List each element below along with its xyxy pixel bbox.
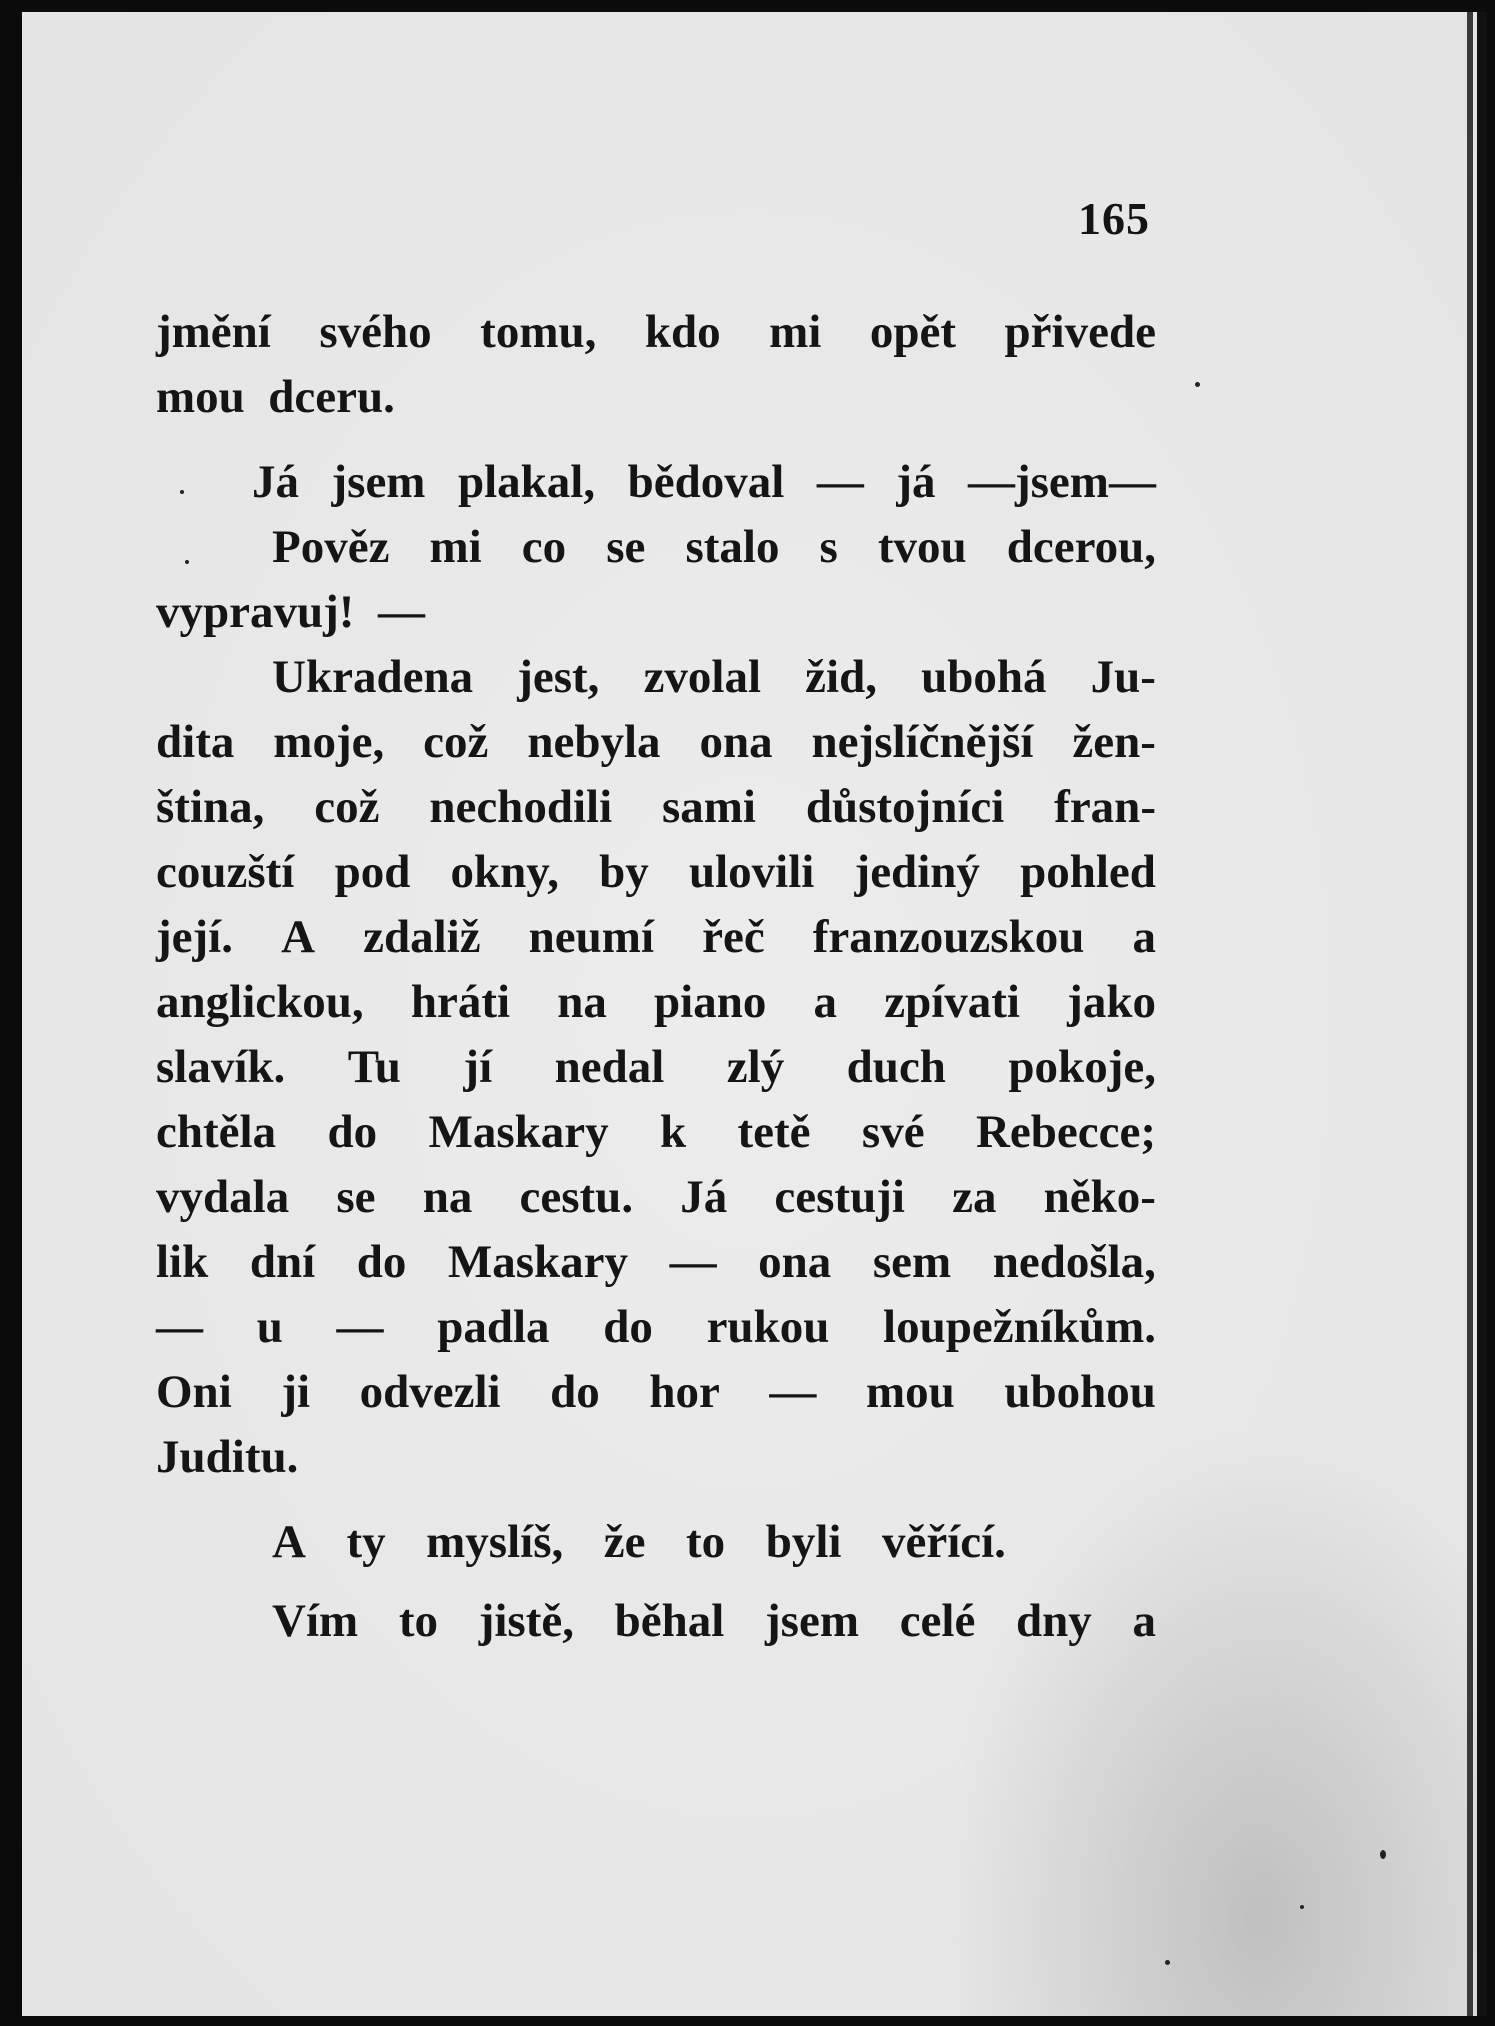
text-line xyxy=(156,905,1156,970)
word: jsem xyxy=(331,456,426,508)
word: ština, xyxy=(156,781,265,833)
word: — xyxy=(769,1366,817,1418)
text-line xyxy=(156,1230,1156,1295)
word: do xyxy=(327,1106,378,1158)
word: tomu, xyxy=(480,306,597,358)
word: do xyxy=(603,1301,653,1353)
word: žid, xyxy=(805,651,877,703)
paragraph-gap xyxy=(156,1575,1156,1589)
word: A xyxy=(281,911,316,963)
word: moje, xyxy=(273,716,385,768)
text-line xyxy=(156,645,1156,710)
word: své xyxy=(861,1106,925,1158)
word: ona xyxy=(758,1236,832,1288)
word: Maskary xyxy=(447,1236,629,1288)
word: ty xyxy=(346,1516,386,1568)
word: žen- xyxy=(1072,716,1156,768)
word: a xyxy=(1132,911,1156,963)
word: Ukradena xyxy=(272,651,474,703)
word: jí xyxy=(463,1041,493,1093)
word: to xyxy=(686,1516,726,1568)
word: zdaliž xyxy=(363,911,481,963)
word: svého xyxy=(319,306,432,358)
word: vydala xyxy=(156,1171,290,1223)
word: hráti xyxy=(410,976,511,1028)
word: stalo xyxy=(685,521,780,573)
word: jsem xyxy=(765,1595,859,1647)
text-line xyxy=(156,1165,1156,1230)
word: k xyxy=(660,1106,687,1158)
word: zpívati xyxy=(884,976,1020,1028)
word: Juditu. xyxy=(156,1431,299,1483)
word: — xyxy=(336,1301,384,1353)
word: dcerou, xyxy=(1006,521,1156,573)
word: padla xyxy=(437,1301,550,1353)
word: hor xyxy=(649,1366,720,1418)
word: odvezli xyxy=(359,1366,501,1418)
word: piano xyxy=(654,976,767,1028)
text-line xyxy=(156,970,1156,1035)
word: neumí xyxy=(528,911,655,963)
word: rukou xyxy=(706,1301,830,1353)
scan-speck xyxy=(1300,1905,1304,1909)
word: u xyxy=(256,1301,283,1353)
page-number: 165 xyxy=(1078,193,1150,244)
word: fran- xyxy=(1054,781,1156,833)
scan-speck xyxy=(185,560,189,564)
text-line xyxy=(156,515,1156,580)
page-edge xyxy=(1467,12,1473,2016)
word: sami xyxy=(661,781,756,833)
word: do xyxy=(356,1236,407,1288)
word: ubohou xyxy=(1004,1366,1156,1418)
word: kdo xyxy=(644,306,721,358)
word: dní xyxy=(249,1236,316,1288)
word: dita xyxy=(156,716,235,768)
body-text xyxy=(156,300,1156,1654)
word: — xyxy=(816,456,864,508)
text-line xyxy=(156,1360,1156,1425)
word: slavík. xyxy=(156,1041,286,1093)
word: do xyxy=(550,1366,600,1418)
word: — xyxy=(156,1301,203,1353)
word: nebyla xyxy=(527,716,661,768)
word: Tu xyxy=(347,1041,401,1093)
text-line xyxy=(156,1510,1156,1575)
word: sem xyxy=(872,1236,952,1288)
text-line xyxy=(156,1295,1156,1360)
word: byli xyxy=(765,1516,842,1568)
text-line xyxy=(156,710,1156,775)
text-line xyxy=(156,450,1156,515)
word: něko- xyxy=(1043,1171,1156,1223)
word: ubohá xyxy=(921,651,1047,703)
word: duch xyxy=(846,1041,946,1093)
text-line xyxy=(156,1035,1156,1100)
word: A xyxy=(272,1516,306,1568)
scan-speck xyxy=(1165,1960,1170,1965)
word: její. xyxy=(156,911,233,963)
word: přivede xyxy=(1004,306,1156,358)
word: couzští xyxy=(156,846,295,898)
word: to xyxy=(398,1595,438,1647)
word: — xyxy=(377,586,425,638)
word: Já xyxy=(252,456,299,508)
word: s xyxy=(819,521,838,573)
word: věřící. xyxy=(881,1516,1006,1568)
text-line xyxy=(156,365,1156,430)
word: nedošla, xyxy=(992,1236,1156,1288)
word: nejslíčnější xyxy=(811,716,1034,768)
text-line xyxy=(156,840,1156,905)
word: Rebecce; xyxy=(975,1106,1156,1158)
word: bědoval xyxy=(627,456,785,508)
word: pohled xyxy=(1020,846,1156,898)
word: důstojníci xyxy=(805,781,1005,833)
word: chtěla xyxy=(156,1106,277,1158)
word: tvou xyxy=(877,521,967,573)
text-line xyxy=(156,775,1156,840)
word: pod xyxy=(334,846,411,898)
word: jediný xyxy=(854,846,980,898)
word: okny, xyxy=(450,846,559,898)
scan-speck xyxy=(1380,1850,1386,1859)
word: řeč xyxy=(702,911,765,963)
word: což xyxy=(423,716,489,768)
word: mou xyxy=(865,1366,955,1418)
word: plakal, xyxy=(457,456,596,508)
word: že xyxy=(603,1516,646,1568)
word: ona xyxy=(699,716,773,768)
word: ulovili xyxy=(688,846,815,898)
word: Pověz xyxy=(272,521,390,573)
text-line xyxy=(156,1100,1156,1165)
word: zlý xyxy=(726,1041,785,1093)
word: nechodili xyxy=(429,781,613,833)
word: Vím xyxy=(272,1595,359,1647)
word: myslíš, xyxy=(426,1516,564,1568)
paragraph-gap xyxy=(156,1490,1156,1510)
word: a xyxy=(1132,1595,1156,1647)
word: opět xyxy=(869,306,957,358)
word: cestuji xyxy=(774,1171,905,1223)
word: Já xyxy=(680,1171,728,1223)
word: zvolal xyxy=(643,651,762,703)
word: běhal xyxy=(614,1595,725,1647)
word: — xyxy=(669,1236,717,1288)
text-line xyxy=(156,1589,1156,1654)
word: anglickou, xyxy=(156,976,364,1028)
word: mou xyxy=(156,371,245,423)
word: se xyxy=(606,521,646,573)
word: nedal xyxy=(554,1041,665,1093)
word: —jsem— xyxy=(967,456,1156,508)
word: jako xyxy=(1067,976,1156,1028)
word: jistě, xyxy=(478,1595,574,1647)
word: cestu. xyxy=(519,1171,634,1223)
word: Maskary xyxy=(428,1106,609,1158)
word: ji xyxy=(281,1366,311,1418)
word: na xyxy=(422,1171,473,1223)
word: mi xyxy=(429,521,482,573)
word: dny xyxy=(1016,1595,1092,1647)
scan-speck xyxy=(1195,382,1200,387)
word: tetě xyxy=(737,1106,811,1158)
word: mi xyxy=(769,306,822,358)
word: a xyxy=(813,976,838,1028)
word: jmění xyxy=(156,306,271,358)
text-line xyxy=(156,300,1156,365)
word: celé xyxy=(899,1595,976,1647)
word: já xyxy=(896,456,936,508)
word: jest, xyxy=(517,651,600,703)
word: lik xyxy=(156,1236,209,1288)
word: se xyxy=(336,1171,376,1223)
word: Oni xyxy=(156,1366,232,1418)
word: Ju- xyxy=(1090,651,1156,703)
paragraph-gap xyxy=(156,430,1156,450)
word: dceru. xyxy=(268,371,395,423)
word: na xyxy=(557,976,607,1028)
text-line xyxy=(156,1425,1156,1490)
text-line xyxy=(156,580,1156,645)
word: pokoje, xyxy=(1008,1041,1156,1093)
word: loupežníkům. xyxy=(883,1301,1156,1353)
word: franzouzskou xyxy=(812,911,1085,963)
word: by xyxy=(599,846,649,898)
word: za xyxy=(952,1171,997,1223)
scan-speck xyxy=(180,490,184,494)
word: vypravuj! xyxy=(156,586,355,638)
word: což xyxy=(314,781,380,833)
word: co xyxy=(521,521,567,573)
